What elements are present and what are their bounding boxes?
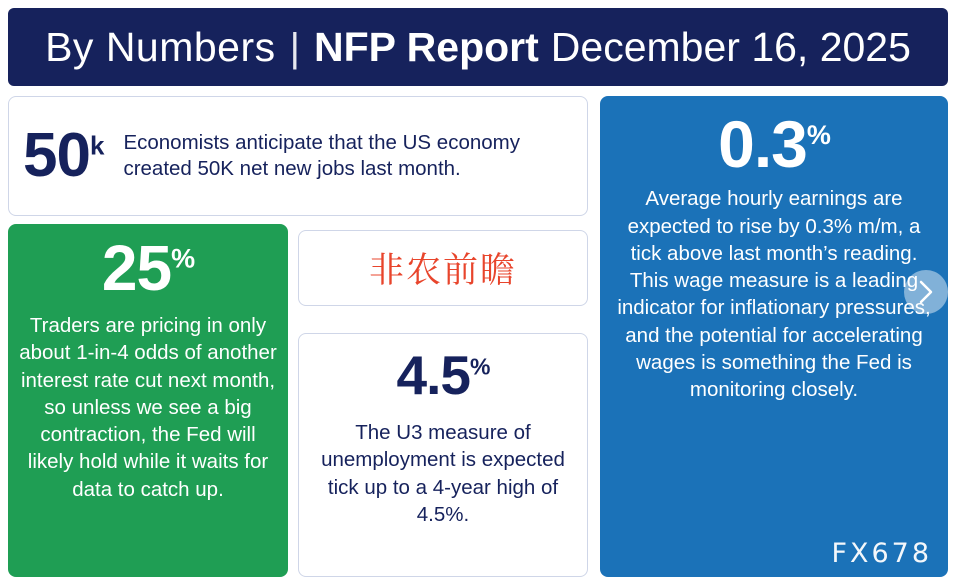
card-jobs-value: 50 bbox=[23, 121, 90, 190]
card-rate-cut-unit: % bbox=[171, 243, 195, 274]
card-jobs bbox=[8, 96, 588, 216]
card-earnings-text: Average hourly earnings are expected to rise by 0.3% m/m, a tick above last month’s reading. This wage measure is a leading indicator for inflationary pressures, and the potential for accelerating wages is something the Fed is monitoring closely. bbox=[617, 187, 931, 402]
card-chinese-label-text: 非农前瞻 bbox=[368, 251, 517, 290]
card-unemployment-unit: % bbox=[470, 353, 490, 380]
header-banner bbox=[8, 8, 948, 86]
card-earnings bbox=[600, 96, 948, 577]
card-jobs-unit: k bbox=[89, 130, 104, 161]
chevron-right-icon bbox=[917, 279, 935, 305]
header-date: December 16, 2025 bbox=[550, 23, 911, 70]
card-jobs-text: Economists anticipate that the US economy created 50K net new jobs last month. bbox=[123, 130, 520, 180]
card-jobs-value-group bbox=[23, 121, 104, 190]
card-rate-cut-value-group bbox=[18, 232, 278, 304]
card-earnings-unit: % bbox=[806, 120, 830, 150]
card-rate-cut-value: 25 bbox=[101, 232, 172, 304]
card-rate-cut-odds bbox=[8, 224, 288, 577]
card-unemployment bbox=[298, 333, 588, 577]
next-slide-button[interactable] bbox=[904, 270, 948, 314]
card-earnings-value-group bbox=[610, 107, 938, 181]
card-unemployment-value-group bbox=[311, 344, 575, 406]
card-earnings-value: 0.3 bbox=[718, 107, 807, 181]
header-report-title: NFP Report bbox=[314, 23, 539, 70]
card-unemployment-text: The U3 measure of unemployment is expected tick up to a 4-year high of 4.5%. bbox=[321, 421, 565, 526]
header-divider: | bbox=[289, 25, 301, 70]
watermark-label: FX678 bbox=[831, 538, 932, 569]
header-content bbox=[45, 24, 911, 71]
card-unemployment-value: 4.5 bbox=[396, 344, 470, 406]
header-by-numbers: By Numbers bbox=[45, 23, 276, 70]
card-chinese-label bbox=[298, 230, 588, 306]
card-rate-cut-text: Traders are pricing in only about 1-in-4 odds of another interest rate cut next month, so unless we see a big contraction, the Fed will likely hold while it waits for data to catch up. bbox=[19, 314, 277, 501]
